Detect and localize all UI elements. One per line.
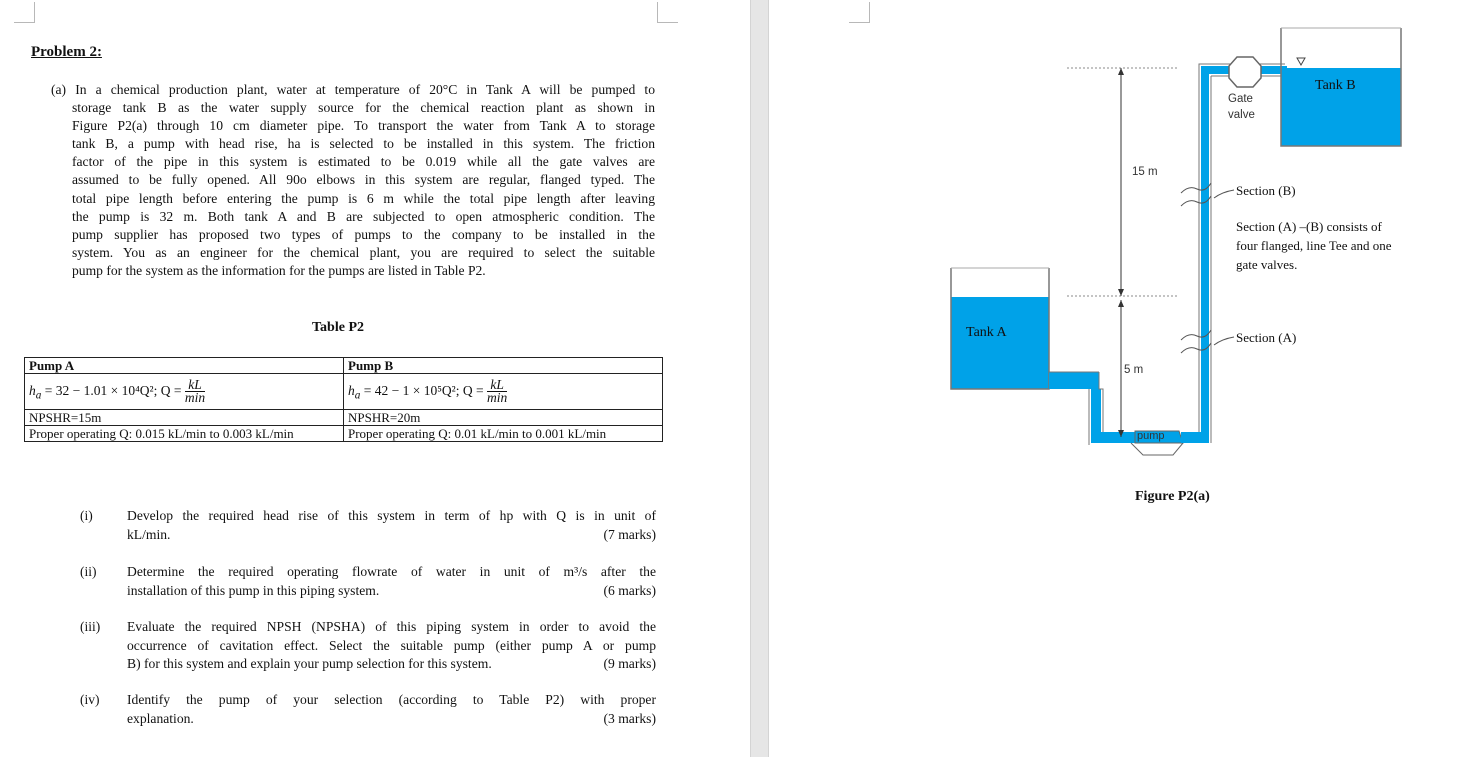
suction-vertical — [1091, 389, 1101, 437]
pump-b-eq-h: h — [348, 382, 355, 398]
question-marks: (6 marks) — [603, 582, 656, 598]
top-horizontal-1 — [1201, 66, 1233, 74]
pump-b-eq-fraction — [487, 379, 507, 404]
question-line: B) for this system and explain your pump selection for this system. — [127, 656, 492, 671]
height-15-label: 15 m — [1132, 166, 1158, 178]
suction-horizontal-1 — [1049, 372, 1099, 389]
question-3-text — [127, 618, 656, 674]
part-a-line: (a) In a chemical production plant, water at temperature of 20°C in Tank A will be pumped to — [51, 82, 655, 97]
pump-a-header: Pump A — [25, 358, 344, 374]
pump-a-frac-den: min — [184, 390, 206, 405]
section-b-label: Section (B) — [1236, 183, 1296, 198]
suction-pipe — [1049, 372, 1137, 445]
crop-mark-top-right — [657, 2, 678, 23]
section-note-3: gate valves. — [1236, 257, 1298, 272]
question-marks: (3 marks) — [603, 710, 656, 726]
pump-a-eq-fraction — [185, 379, 205, 404]
pump-a-eq-h: h — [29, 382, 36, 398]
pump-a-equation — [25, 374, 344, 410]
question-line: Determine the required operating flowrate of water in unit of m³/s after the — [127, 564, 656, 579]
part-a-line: pump for the system as the information for the pumps are listed in Table P2. — [72, 262, 486, 278]
question-last-line — [127, 710, 656, 729]
water-level-marker — [1297, 58, 1305, 65]
figure-caption: Figure P2(a) — [1135, 489, 1210, 504]
page-gutter — [750, 0, 769, 757]
question-line: explanation. — [127, 710, 194, 726]
question-4-text — [127, 691, 656, 728]
pump-b-frac-num: kL — [490, 377, 504, 392]
part-a-line: tank B, a pump with head rise, ha is selected to be installed in this system. The friction — [72, 136, 655, 152]
question-line: kL/min. — [127, 526, 171, 542]
question-line: Evaluate the required NPSH (NPSHA) of this piping system in order to avoid the — [127, 619, 656, 634]
suction-horizontal-2 — [1091, 432, 1137, 443]
problem-title: Problem 2: — [31, 44, 102, 60]
section-note-1: Section (A) –(B) consists of — [1236, 219, 1382, 234]
gate-valve-label-2: valve — [1228, 109, 1255, 121]
question-3-number: (iii) — [80, 619, 101, 634]
gate-valve-label-1: Gate — [1228, 93, 1253, 105]
tank-b-label: Tank B — [1315, 78, 1356, 93]
gate-valve-symbol — [1229, 57, 1261, 87]
pump-b-npsh: NPSHR=20m — [344, 410, 663, 426]
section-note-2: four flanged, line Tee and one — [1236, 238, 1392, 253]
question-marks: (9 marks) — [603, 656, 656, 671]
part-a-line: total pipe length before entering the pump is 6 m while the total pipe length after leaving — [72, 190, 655, 206]
pump-a-eq-sub: a — [35, 389, 42, 402]
pump-b-operating: Proper operating Q: 0.01 kL/min to 0.001 kL/min — [344, 426, 663, 442]
question-line: Identify the pump of your selection (according to Table P2) with proper — [127, 692, 656, 707]
part-a-line: factor of the pipe in this system is estimated to be 0.019 while all the gate valves are — [72, 154, 655, 170]
pump-b-header: Pump B — [344, 358, 663, 374]
piping-figure — [769, 0, 1476, 520]
question-last-line — [127, 582, 656, 601]
tank-a-label: Tank A — [966, 325, 1007, 340]
question-last-line — [127, 655, 656, 674]
part-a-line: Figure P2(a) through 10 cm diameter pipe. To transport the water from Tank A to storage — [72, 118, 655, 134]
pump-a-npsh: NPSHR=15m — [25, 410, 344, 426]
pump-a-frac-num: kL — [188, 377, 202, 392]
question-line: installation of this pump in this piping system. — [127, 582, 380, 598]
question-4-number: (iv) — [80, 692, 100, 707]
question-line: Develop the required head rise of this system in term of hp with Q is in unit of — [127, 508, 656, 523]
pump-b-eq-sub: a — [354, 389, 361, 402]
right-page — [769, 0, 1476, 757]
section-a-label: Section (A) — [1236, 330, 1297, 345]
question-1-text — [127, 507, 656, 544]
question-1-number: (i) — [80, 508, 93, 523]
question-last-line — [127, 526, 656, 545]
pump-table — [24, 357, 663, 442]
pump-b-eq-body: = 42 − 1 × 10⁵Q²; Q = — [360, 382, 487, 398]
pump-b-frac-den: min — [486, 390, 508, 405]
question-2-number: (ii) — [80, 564, 97, 579]
part-a-paragraph — [51, 81, 655, 280]
pump-a-operating: Proper operating Q: 0.015 kL/min to 0.003 kL/min — [25, 426, 344, 442]
question-marks: (7 marks) — [603, 526, 656, 542]
tank-a-water — [951, 297, 1049, 389]
pump-label: pump — [1137, 430, 1165, 442]
part-a-line: system. You as an engineer for the chemical plant, you are required to select the suitable — [72, 244, 655, 260]
table-caption: Table P2 — [312, 320, 364, 335]
part-a-line: pump supplier has proposed two types of pumps to the company to be installed in the — [72, 226, 655, 242]
part-a-line: the pump is 32 m. Both tank A and B are subjected to open atmospheric condition. The — [72, 208, 655, 224]
pump-b-equation — [344, 374, 663, 410]
discharge-vertical — [1201, 70, 1209, 443]
part-a-line: assumed to be fully opened. All 90o elbows in this system are regular, flanged typed. The — [72, 172, 655, 188]
part-a-line: storage tank B as the water supply source for the chemical reaction plant as shown in — [72, 100, 655, 116]
height-5-label: 5 m — [1124, 364, 1144, 376]
pump-a-eq-body: = 32 − 1.01 × 10⁴Q²; Q = — [41, 382, 185, 398]
question-line: occurrence of cavitation effect. Select the suitable pump (either pump A or pump — [127, 637, 656, 653]
question-2-text — [127, 563, 656, 600]
crop-mark-top-left — [14, 2, 35, 23]
